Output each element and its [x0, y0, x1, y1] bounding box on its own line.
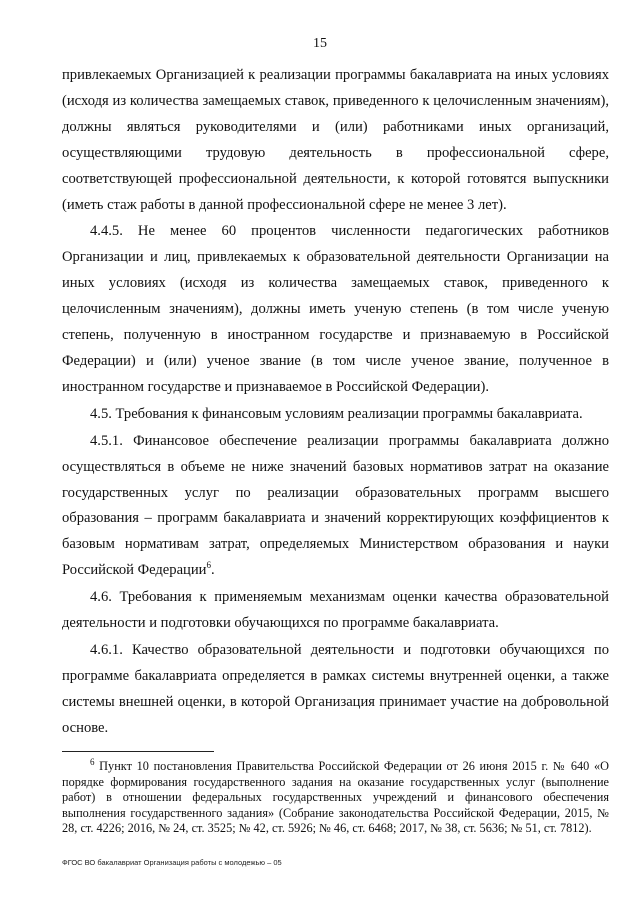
body-text	[62, 63, 609, 742]
paragraph-4-4-5: 4.4.5. Не менее 60 процентов численности педагогических работников Организации и лиц, привлекаемых к образовательной деятельности Организации на иных условиях (исходя из количества замещаемых ставок, приведенного к целочисленным значениям), должны иметь ученую степень (в том числе ученую степень, полученную в иностранном государстве и признаваемую в Российской Федерации) и (или) ученое звание (в том числе ученое звание, полученное в иностранном государстве и признаваемое в Российской Федерации).	[62, 223, 609, 395]
paragraph-continuation: привлекаемых Организацией к реализации программы бакалавриата на иных условиях (исходя из количества замещаемых ставок, приведенного к целочисленным значениям), должны являться руководителями и (или) работниками иных организаций, осуществляющими трудовую деятельность в профессиональной сфере, соответствующей профессиональной деятельности, к которой готовятся выпускники (иметь стаж работы в данной профессиональной сфере не менее 3 лет).	[62, 67, 609, 213]
footnote-reference: 6	[206, 560, 211, 571]
footnote-marker: 6	[90, 756, 95, 767]
page-footer: ФГОС ВО бакалавриат Организация работы с молодежью – 05	[62, 858, 282, 867]
footnote-divider	[62, 751, 214, 752]
paragraph-4-5: 4.5. Требования к финансовым условиям реализации программы бакалавриата.	[90, 405, 583, 422]
paragraph-4-5-1-text: 4.5.1. Финансовое обеспечение реализации программы бакалавриата должно осуществляться в объеме не ниже значений базовых нормативов затрат на оказание государственных услуг по реализации образовательных программ высшего образования – программ бакалавриата и значений корректирующих коэффициентов к базовым нормативам затрат, определяемых Министерством образования и науки Российской Федерации	[62, 432, 609, 579]
footnote-text: Пункт 10 постановления Правительства Российской Федерации от 26 июня 2015 г. № 640 «О порядке формирования государственного задания на оказание государственных услуг (выполнение работ) в отношении федеральных государственных учреждений и финансового обеспечения выполнения государственного задания» (Собрание законодательства Российской Федерации, 2015, № 28, ст. 4226; 2016, № 24, ст. 3525; № 42, ст. 5926; № 46, ст. 6468; 2017, № 38, ст. 5636; № 51, ст. 7812).	[62, 759, 609, 836]
footnote	[62, 756, 609, 837]
paragraph-4-5-1-end: .	[211, 562, 215, 579]
page-number: 15	[313, 36, 327, 51]
paragraph-4-6: 4.6. Требования к применяемым механизмам оценки качества образовательной деятельности и подготовки обучающихся по программе бакалавриата.	[62, 589, 609, 632]
paragraph-4-6-1: 4.6.1. Качество образовательной деятельности и подготовки обучающихся по программе бакалавриата определяется в рамках системы внутренней оценки, а также системы внешней оценки, в которой Организация принимает участие на добровольной основе.	[62, 641, 609, 736]
paragraph-4-5-1	[62, 429, 609, 584]
